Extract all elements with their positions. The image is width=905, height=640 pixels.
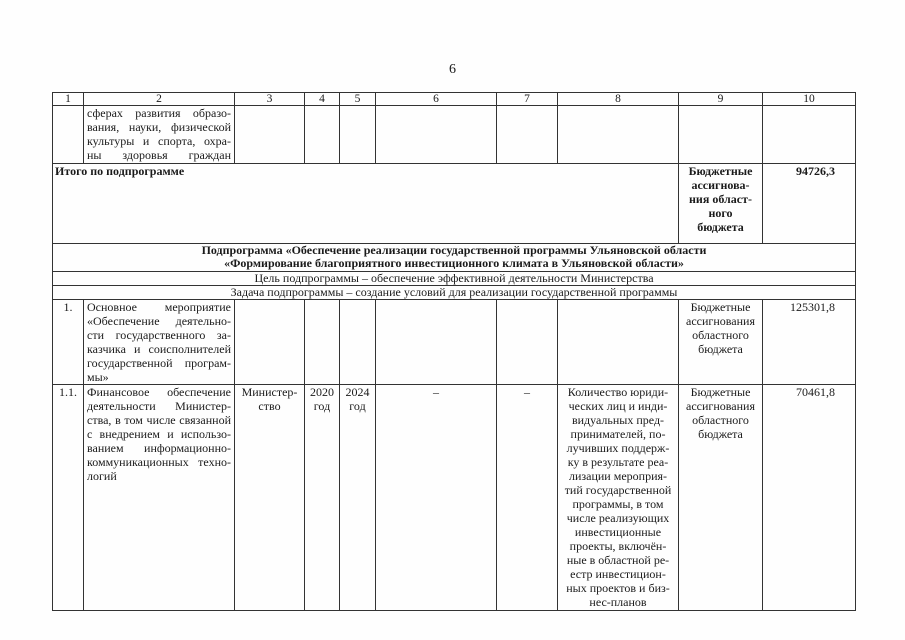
executor: Министер- ство <box>235 385 305 611</box>
total-label: Итого по подпрограмме <box>53 164 679 244</box>
funding-amount: 125301,8 <box>763 300 856 385</box>
col-num: 2 <box>84 93 235 106</box>
row-number: 1.1. <box>53 385 84 611</box>
table-row <box>53 300 856 385</box>
col6-value: – <box>376 385 497 611</box>
end-year: 2024 год <box>340 385 376 611</box>
total-row <box>53 164 856 244</box>
col-num: 8 <box>558 93 679 106</box>
continuation-text: сферах развития образо- вания, науки, физической культуры и спорта, охра- ны здоровья граждан <box>84 106 235 164</box>
page-number: 6 <box>449 62 456 77</box>
task-row <box>53 286 856 300</box>
col-num: 9 <box>679 93 763 106</box>
program-table <box>52 92 856 611</box>
row-number: 1. <box>53 300 84 385</box>
target-indicator: Количество юриди- ческих лиц и инди- видуальных пред- принимателей, по- лучивших поддерж- ку в результате реа- лизации мероприя- тий государственной программы, в том числе реализующих инвестиционные проекты, включён- ные в областной ре- естр инвестицион- ных проектов и биз- нес-планов <box>558 385 679 611</box>
total-source: Бюджетные ассигнова- ния област- ного бюджета <box>679 164 763 244</box>
funding-source: Бюджетные ассигнования областного бюджета <box>679 300 763 385</box>
col-num: 7 <box>497 93 558 106</box>
total-amount: 94726,3 <box>763 164 856 244</box>
subprogram-goal: Цель подпрограммы – обеспечение эффективной деятельности Министерства <box>53 272 856 286</box>
subprogram-title-row <box>53 244 856 272</box>
column-number-row <box>53 93 856 106</box>
col7-value: – <box>497 385 558 611</box>
subprogram-title: Подпрограмма «Обеспечение реализации государственной программы Ульяновской области «Формирование благоприятного инвестиционного климата в Ульяновской области» <box>53 244 856 272</box>
col-num: 6 <box>376 93 497 106</box>
col-num: 5 <box>340 93 376 106</box>
table-row <box>53 385 856 611</box>
funding-amount: 70461,8 <box>763 385 856 611</box>
subprogram-task: Задача подпрограммы – создание условий для реализации государственной программы <box>53 286 856 300</box>
start-year: 2020 год <box>305 385 340 611</box>
activity-name: Основное мероприятие «Обеспечение деятельно- сти государственного за- казчика и соисполнителей государственной програм- мы» <box>84 300 235 385</box>
continuation-row <box>53 106 856 164</box>
col-num: 4 <box>305 93 340 106</box>
col-num: 10 <box>763 93 856 106</box>
col-num: 1 <box>53 93 84 106</box>
goal-row <box>53 272 856 286</box>
funding-source: Бюджетные ассигнования областного бюджета <box>679 385 763 611</box>
col-num: 3 <box>235 93 305 106</box>
activity-name: Финансовое обеспечение деятельности Министер- ства, в том числе связанной с внедрением и использо- ванием информационно- коммуникационных техно- логий <box>84 385 235 611</box>
